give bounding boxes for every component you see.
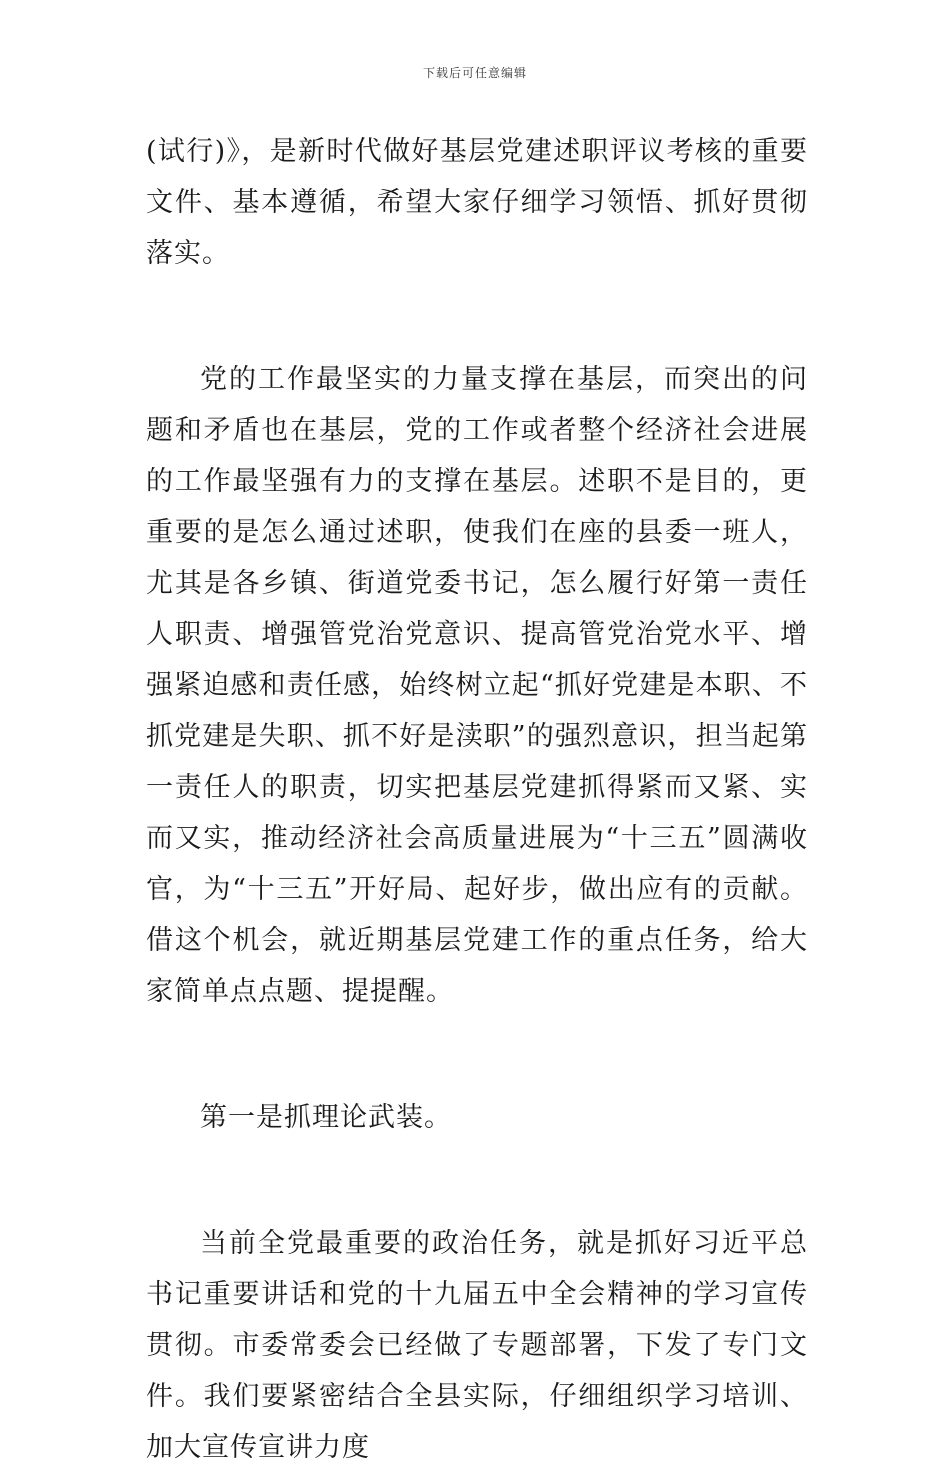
paragraph-grassroots: 党的工作最坚实的力量支撑在基层，而突出的问题和矛盾也在基层，党的工作或者整个经济社会进展的工作最坚强有力的支撑在基层。述职不是目的，更重要的是怎么通过述职，使我们在座的县委一班人，尤其是各乡镇、街道党委书记，怎么履行好第一责任人职责、增强管党治党意识、提高管党治党水平、增强紧迫感和责任感，始终树立起“抓好党建是本职、不抓党建是失职、抓不好是渎职”的强烈意识，担当起第一责任人的职责，切实把基层党建抓得紧而又紧、实而又实，推动经济社会高质量进展为“十三五”圆满收官，为“十三五”开好局、起好步，做出应有的贡献。借这个机会，就近期基层党建工作的重点任务，给大家简单点点题、提提醒。 [146,364,808,1007]
paragraph-gap [146,1017,808,1092]
section-heading-first: 第一是抓理论武装。 [200,1102,452,1133]
document-body [146,126,808,1473]
header-note: 下载后可任意编辑 [422,66,527,80]
paragraph-current-task: 当前全党最重要的政治任务，就是抓好习近平总书记重要讲话和党的十九届五中全会精神的学习宣传贯彻。市委常委会已经做了专题部署，下发了专门文件。我们要紧密结合全县实际，仔细组织学习培训、加大宣传宣讲力度 [146,1228,808,1463]
paragraph-continuation: (试行)》，是新时代做好基层党建述职评议考核的重要文件、基本遵循，希望大家仔细学习领悟、抓好贯彻落实。 [146,136,808,269]
paragraph-gap [146,1143,808,1218]
paragraph-gap [146,279,808,354]
